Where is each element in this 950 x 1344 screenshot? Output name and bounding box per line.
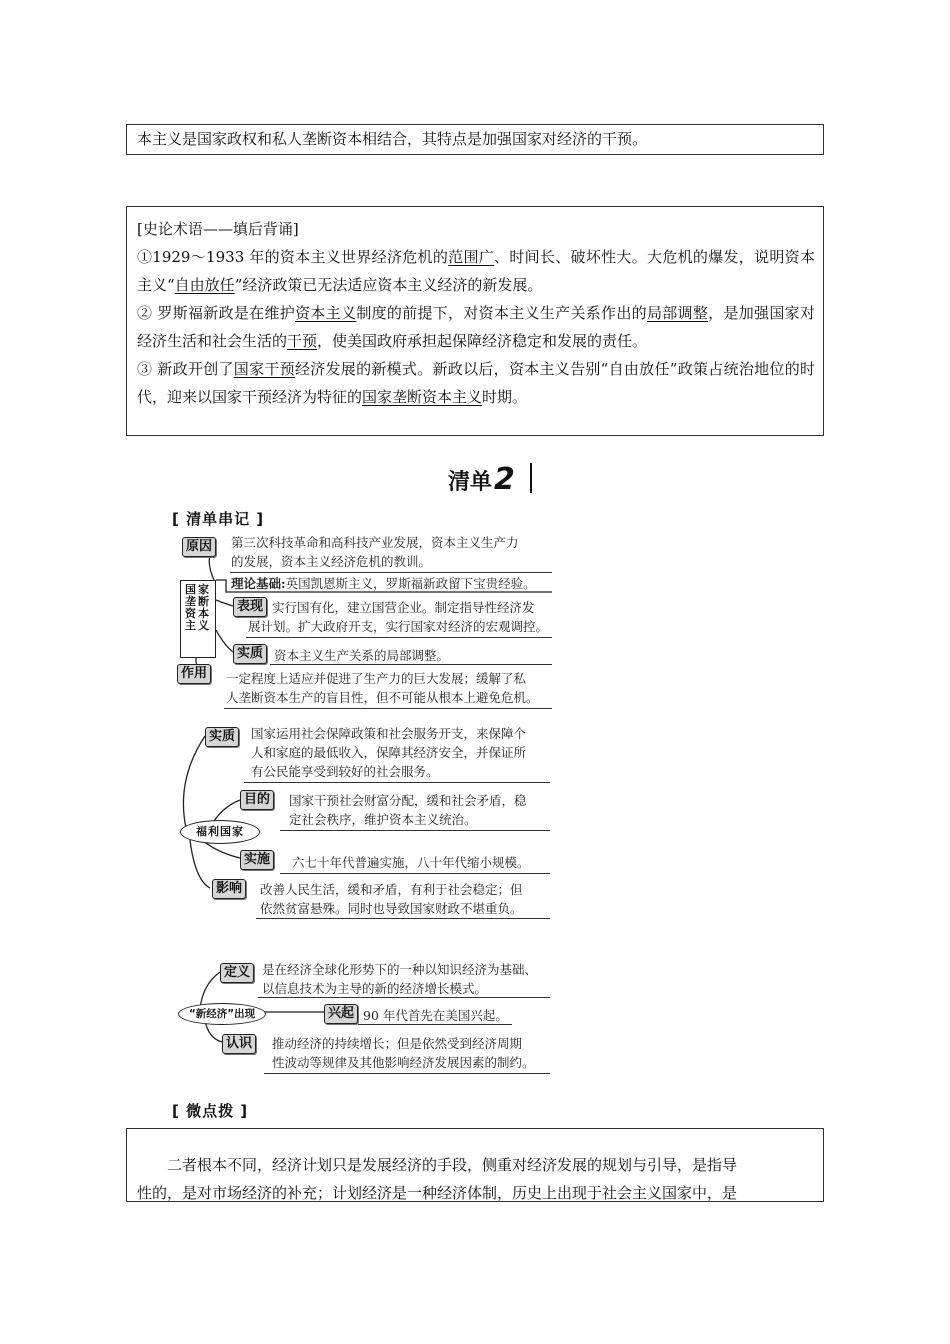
yuanyin-line-1: 第三次科技革命和高科技产业发展，资本主义生产力 bbox=[231, 535, 519, 550]
shizhi-2-line-1: 国家运用社会保障政策和社会服务开支，来保障个 bbox=[251, 726, 527, 741]
tag-zuoyong: 作用 bbox=[177, 664, 211, 684]
tag-yuanyin: 原因 bbox=[182, 537, 216, 557]
dingyi-underline bbox=[258, 997, 550, 998]
tag-xingqi: 兴起 bbox=[324, 1004, 358, 1024]
center-node-xinjingji-text: “新经济”出现 bbox=[188, 1008, 256, 1020]
yingxiang-line-2: 依然贫富悬殊。同时也导致国家财政不堪重负。 bbox=[260, 901, 523, 916]
zuoyong-line-1: 一定程度上适应并促进了生产力的巨大发展；缓解了私 bbox=[226, 671, 527, 686]
shilun-header: [史论术语——填后背诵] bbox=[137, 220, 299, 238]
xingqi-text: 90 年代首先在美国兴起。 bbox=[363, 1008, 508, 1023]
shilun-para-1: ①1929～1933 年的资本主义世界经济危机的范围广、时间长、破坏性大。大危机的爆发，说明资本主义“自由放任”经济政策已无法适应资本主义经济的新发展。 bbox=[137, 248, 815, 294]
tag-shishi: 实施 bbox=[240, 850, 274, 870]
biaoxian-underline bbox=[246, 637, 552, 638]
biaoxian-line-1: 实行国有化，建立国营企业。制定指导性经济发 bbox=[272, 600, 535, 615]
yingxiang-underline bbox=[256, 918, 550, 919]
biaoxian-line-2: 展计划。扩大政府开支，实行国家对经济的宏观调控。 bbox=[248, 619, 549, 634]
yuanyin-underline bbox=[230, 572, 552, 573]
yuanyin-line-2: 的发展，资本主义经济危机的教训。 bbox=[231, 554, 432, 569]
tag-renshi: 认识 bbox=[222, 1034, 256, 1054]
center-node-guojia bbox=[180, 580, 216, 658]
center-node-xinjingji bbox=[178, 1003, 266, 1025]
mudi-underline bbox=[280, 830, 550, 831]
shizhi-1-underline bbox=[270, 664, 552, 665]
center-node-fuli-text: 福利国家 bbox=[196, 825, 244, 838]
shizhi-2-line-3: 有公民能享受到较好的社会服务。 bbox=[251, 764, 439, 779]
weidian-line-2: 性的，是对市场经济的补充；计划经济是一种经济体制，历史上出现于社会主义国家中，是 bbox=[137, 1184, 738, 1202]
top-text: 本主义是国家政权和私人垄断资本相结合，其特点是加强国家对经济的干预。 bbox=[137, 130, 648, 148]
shishi-underline bbox=[280, 873, 550, 874]
dingyi-line-1: 是在经济全球化形势下的一种以知识经济为基础、 bbox=[262, 962, 538, 977]
mudi-line-1: 国家干预社会财富分配，缓和社会矛盾，稳 bbox=[289, 793, 527, 808]
shilun-para-3: ③ 新政开创了国家干预经济发展的新模式。新政以后，资本主义告别“自由放任”政策占统治地位的时代，迎来以国家干预经济为特征的国家垄断资本主义时期。 bbox=[137, 360, 815, 406]
shizhi-1-text: 资本主义生产关系的局部调整。 bbox=[274, 648, 450, 663]
renshi-underline bbox=[264, 1073, 550, 1074]
center-node-guojia-text: 国家垄断资本主义 bbox=[185, 583, 211, 632]
section-weidianbo: [ 微点拨 ] bbox=[172, 1102, 249, 1120]
weidian-box-bottom bbox=[126, 1201, 824, 1202]
shizhi-2-underline bbox=[244, 782, 550, 783]
qingdan-number: 2 bbox=[494, 462, 515, 497]
zuoyong-line-2: 人垄断资本生产的盲目性，但不可能从根本上避免危机。 bbox=[226, 690, 539, 705]
weidian-box bbox=[126, 1128, 824, 1202]
tag-shizhi-2: 实质 bbox=[205, 727, 239, 747]
yingxiang-line-1: 改善人民生活，缓和矛盾，有利于社会稳定；但 bbox=[260, 882, 523, 897]
tag-dingyi: 定义 bbox=[220, 963, 254, 983]
mudi-line-2: 定社会秩序，维护资本主义统治。 bbox=[289, 812, 477, 827]
tag-mudi: 目的 bbox=[240, 790, 274, 810]
lilun-line: 理论基础:英国凯恩斯主义，罗斯福新政留下宝贵经验。 bbox=[231, 576, 536, 591]
shizhi-2-line-2: 人和家庭的最低收入，保障其经济安全，并保证所 bbox=[251, 745, 527, 760]
tag-shizhi-1: 实质 bbox=[233, 644, 267, 664]
qingdan-title: 清单 bbox=[448, 470, 493, 495]
renshi-line-1: 推动经济的持续增长；但是依然受到经济周期 bbox=[272, 1036, 523, 1051]
shishi-text: 六七十年代普遍实施，八十年代缩小规模。 bbox=[292, 855, 530, 870]
weidian-line-1: 二者根本不同，经济计划只是发展经济的手段，侧重对经济发展的规划与引导，是指导 bbox=[167, 1156, 738, 1174]
zuoyong-underline bbox=[224, 708, 552, 709]
section-qingdan-chuanji: [ 清单串记 ] bbox=[172, 510, 265, 528]
tag-yingxiang: 影响 bbox=[212, 879, 246, 899]
renshi-line-2: 性波动等规律及其他影响经济发展因素的制约。 bbox=[272, 1055, 535, 1070]
xingqi-underline bbox=[358, 1024, 512, 1025]
dingyi-line-2: 以信息技术为主导的新的经济增长模式。 bbox=[262, 981, 488, 996]
tag-biaoxian: 表现 bbox=[233, 597, 267, 617]
center-node-fuli bbox=[180, 820, 260, 844]
shilun-para-2: ② 罗斯福新政是在维护资本主义制度的前提下，对资本主义生产关系作出的局部调整，是加强国家对经济生活和社会生活的干预，使美国政府承担起保障经济稳定和发展的责任。 bbox=[137, 304, 815, 350]
